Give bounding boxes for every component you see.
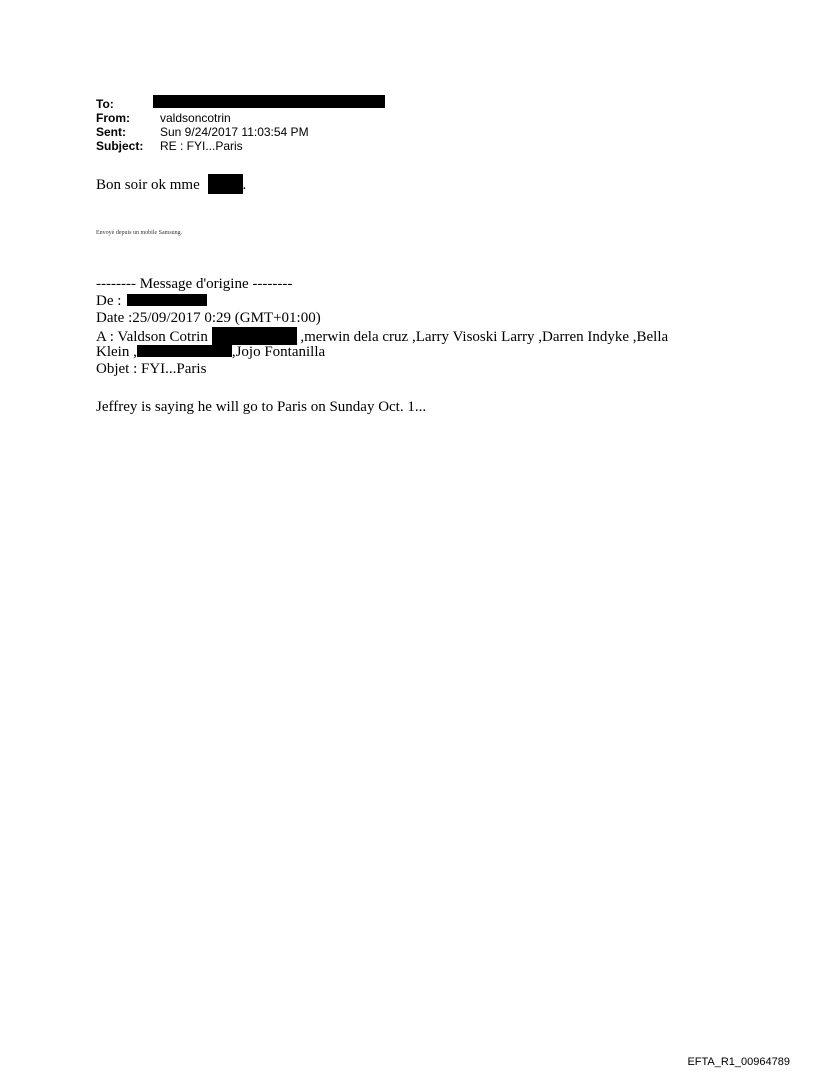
- greeting-suffix: .: [242, 177, 247, 193]
- recipients-line-2: [96, 344, 325, 361]
- mobile-signature: Envoyé depuis un mobile Samsung.: [96, 230, 183, 236]
- objet-line: Objet : FYI...Paris: [96, 361, 207, 377]
- date-line: Date :25/09/2017 0:29 (GMT+01:00): [96, 310, 321, 326]
- message-body: Jeffrey is saying he will go to Paris on Sunday Oct. 1...: [96, 399, 427, 415]
- document-id: EFTA_R1_00964789: [687, 1056, 790, 1068]
- subject-label: Subject:: [96, 139, 144, 153]
- sent-value: Sun 9/24/2017 11:03:54 PM: [160, 125, 309, 139]
- redaction-recipient-name: [137, 345, 232, 357]
- recipients-line2-prefix: Klein ,: [96, 344, 137, 360]
- recipients-rest: ,merwin dela cruz ,Larry Visoski Larry ,Darren Indyke ,Bella: [300, 329, 669, 345]
- redaction-recipient-email: [212, 327, 297, 345]
- recipients-prefix: A : Valdson Cotrin: [96, 329, 208, 345]
- redaction-sender: [127, 294, 207, 306]
- greeting-text: Bon soir ok mme: [96, 177, 200, 193]
- greeting-line: [96, 174, 246, 194]
- subject-value: RE : FYI...Paris: [160, 139, 243, 153]
- sent-label: Sent:: [96, 125, 126, 139]
- from-value: valdsoncotrin: [160, 111, 231, 125]
- redaction-greeting-name: [208, 174, 243, 194]
- to-label: To:: [96, 97, 114, 111]
- original-message-divider: -------- Message d'origine --------: [96, 276, 293, 292]
- de-line: [96, 293, 207, 310]
- redaction-to: [153, 95, 385, 108]
- recipients-line2-rest: ,Jojo Fontanilla: [231, 344, 326, 360]
- from-label: From:: [96, 111, 130, 125]
- de-label: De :: [96, 293, 122, 309]
- email-header: [96, 97, 416, 157]
